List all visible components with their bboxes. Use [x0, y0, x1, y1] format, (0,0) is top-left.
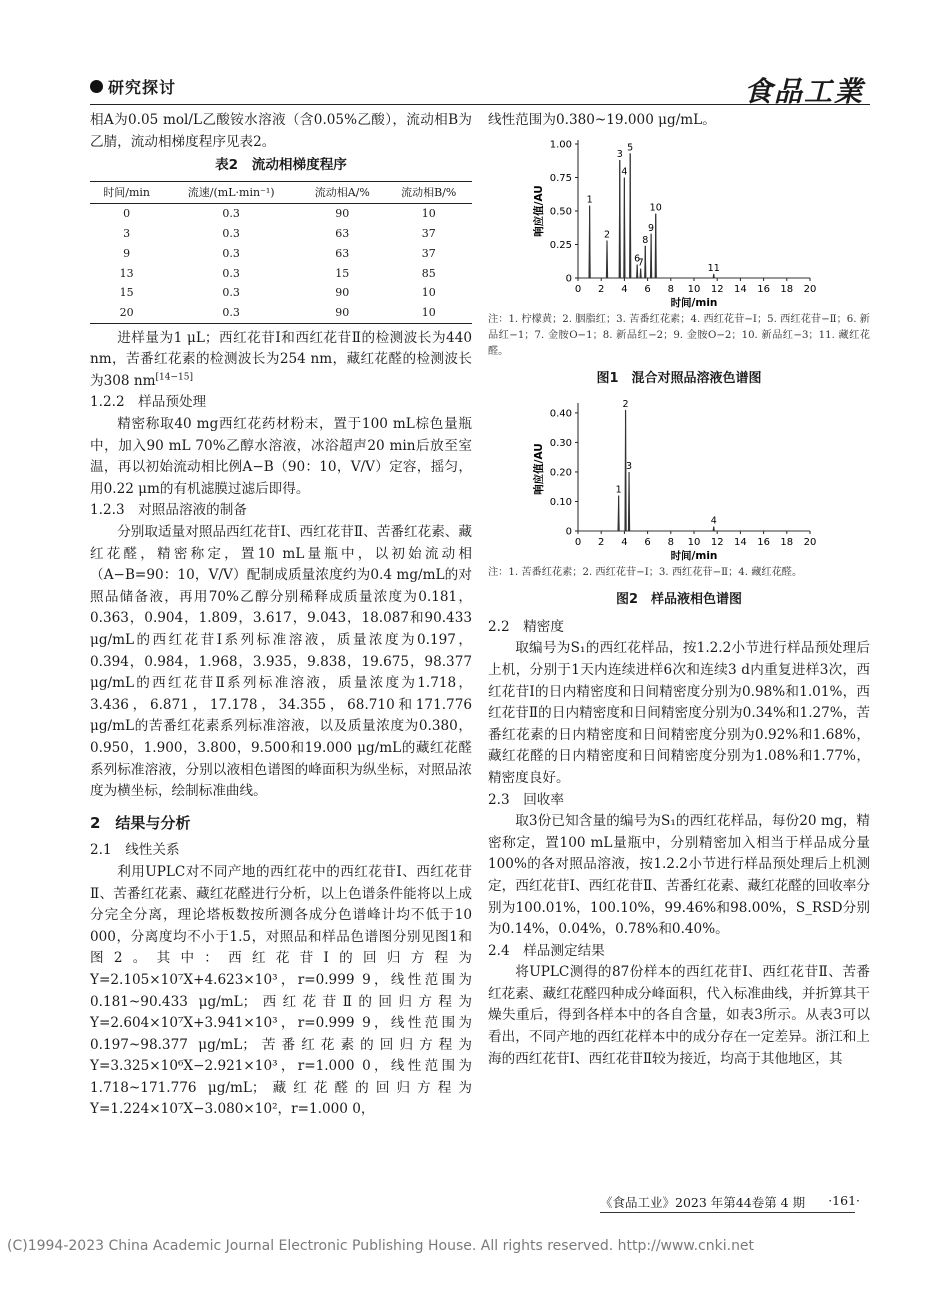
table-row	[90, 303, 472, 323]
peak-label: 7	[637, 257, 644, 269]
right-column	[488, 110, 870, 1070]
table-header-cell: 流动相A/%	[299, 181, 385, 204]
chromatogram-1	[488, 132, 870, 312]
x-tick-label: 16	[757, 283, 770, 295]
table-row	[90, 244, 472, 264]
y-tick-label: 0	[565, 273, 572, 285]
y-tick-label: 0.20	[549, 467, 572, 479]
x-tick-label: 12	[710, 537, 724, 549]
peak-label: 1	[586, 194, 593, 206]
table-cell: 0.3	[222, 246, 240, 260]
x-tick-label: 10	[687, 537, 701, 549]
table-cell: 3	[123, 227, 131, 241]
peak-label: 3	[626, 461, 633, 473]
peak-label: 1	[615, 484, 622, 496]
bullet-icon	[90, 80, 103, 93]
table-cell: 63	[335, 246, 350, 260]
peak-label: 6	[634, 253, 641, 265]
x-tick-label: 10	[687, 283, 701, 295]
x-tick-label: 2	[598, 283, 605, 295]
section-label: 研究探讨	[108, 78, 177, 97]
paragraph: 线性范围为0.380~19.000 μg/mL。	[488, 112, 716, 128]
table-header-cell: 流速/(mL·min⁻¹)	[163, 181, 299, 204]
paragraph: 利用UPLC对不同产地的西红花中的西红花苷Ⅰ、西红花苷Ⅱ、苦番红花素、藏红花醛进行分析，以上色谱条件能将以上成分完全分离，理论塔板数按所测各成分色谱峰计均不低于10 000，分离度均不小于1.5，对照品和样品色谱图分别见图1和图2。其中：西红花苷Ⅰ的回归方程为Y=2.105×10⁷X+4.623×10³，r=0.999 9，线性范围为0.181~90.433 μg/mL；西红花苷Ⅱ的回归方程为Y=2.604×10⁷X+3.941×10³，r=0.999 9，线性范围为0.197~98.377 μg/mL；苦番红花素的回归方程为Y=3.325×10⁶X−2.921×10³，r=1.000 0，线性范围为1.718~171.776 μg/mL；藏红花醛的回归方程为Y=1.224×10⁷X−3.080×10²，r=1.000 0，	[90, 863, 472, 1118]
y-tick-label: 0.75	[549, 172, 572, 184]
journal-logo: 食品工業	[743, 75, 864, 108]
table-cell: 13	[119, 266, 134, 280]
x-tick-label: 8	[667, 537, 674, 549]
table-cell: 10	[421, 207, 436, 221]
subsection-heading: 2.2 精密度	[488, 618, 564, 635]
figure-1	[488, 132, 870, 390]
paragraph: 将UPLC测得的87份样本的西红花苷Ⅰ、西红花苷Ⅱ、苦番红花素、藏红花醛四种成分峰面积，代入标准曲线，并折算其干燥失重后，得到各样本中的各自含量，如表3所示。从表3可以看出，不同产地的西红花样本中的成分存在一定差异。浙江和上海的西红花苷Ⅰ、西红花苷Ⅱ较为接近，均高于其他地区，其	[488, 964, 870, 1067]
peak-label: 11	[707, 262, 720, 274]
peak-label: 4	[621, 166, 628, 178]
table-cell: 0.3	[163, 303, 299, 323]
x-tick-label: 0	[574, 537, 582, 549]
x-tick-label: 20	[803, 537, 817, 549]
table-cell: 15	[119, 286, 134, 300]
y-axis-label: 响应值/AU	[533, 443, 545, 496]
x-tick-label: 2	[598, 537, 605, 549]
subsection-heading: 2.1 线性关系	[90, 842, 180, 859]
page-number: ·161·	[828, 1193, 860, 1208]
chromatogram-trace	[578, 153, 810, 278]
table-cell: 9	[123, 246, 131, 260]
table-cell: 90	[335, 207, 350, 221]
chromatogram-2	[488, 395, 870, 565]
y-tick-label: 0.30	[549, 438, 572, 450]
table-cell: 37	[421, 246, 436, 260]
x-tick-label: 4	[621, 283, 628, 295]
copyright-notice: (C)1994-2023 China Academic Journal Electronic Publishing House. All rights reserved. http://www.cnki.net	[7, 1238, 755, 1254]
paragraph: 分别取适量对照品西红花苷Ⅰ、西红花苷Ⅱ、苦番红花素、藏红花醛，精密称定，置10 mL量瓶中，以初始流动相（A−B=90：10，V/V）配制成质量浓度约为0.4 mg/mL的对照品储备液，再用70%乙醇分别稀释成质量浓度为0.181，0.363，0.904，1.809，3.617，9.043，18.087和90.433 μg/mL的西红花苷Ⅰ系列标准溶液，质量浓度为0.197，0.394，0.984，1.968，3.935，9.838，19.675，98.377 μg/mL的西红花苷Ⅱ系列标准溶液，质量浓度为1.718，3.436，6.871，17.178，34.355，68.710和171.776 μg/mL的苦番红花素系列标准溶液，以及质量浓度为0.380，0.950，1.900，3.800，9.500和19.000 μg/mL的藏红花醛系列标准溶液，分别以液相色谱图的峰面积为纵坐标，对照品浓度为横坐标，绘制标准曲线。	[90, 524, 472, 800]
table-header-cell: 流动相B/%	[385, 181, 472, 204]
peak-label: 9	[648, 222, 655, 234]
table-cell: 10	[385, 303, 472, 323]
table-cell: 10	[421, 286, 436, 300]
y-tick-label: 0.10	[549, 497, 572, 509]
y-tick-label: 0.50	[549, 206, 572, 218]
chromatogram-trace	[578, 410, 810, 531]
figure-caption: 图2 样品液相色谱图	[615, 592, 743, 608]
section-heading: 2 结果与分析	[90, 813, 191, 832]
x-tick-label: 4	[621, 537, 628, 549]
page-header	[90, 72, 870, 106]
y-tick-label: 0.25	[549, 239, 572, 251]
table-cell: 0.3	[222, 227, 240, 241]
figure-note: 注：1. 柠檬黄；2. 胭脂红；3. 苦番红花素；4. 西红花苷−Ⅰ；5. 西红花苷−Ⅱ；6. 新品红−1；7. 金胺O−1；8. 新品红−2；9. 金胺O−2；10. 新品红−3；11. 藏红花醛。	[488, 313, 870, 357]
table-cell: 90	[335, 286, 350, 300]
x-tick-label: 16	[757, 537, 770, 549]
table-row	[90, 204, 472, 224]
subsection-heading: 2.4 样品测定结果	[488, 942, 605, 959]
peak-label: 8	[642, 234, 649, 246]
peak-label: 3	[616, 148, 623, 160]
x-tick-label: 14	[734, 537, 747, 549]
peak-label: 10	[649, 202, 662, 214]
table-cell: 20	[90, 303, 163, 323]
x-tick-label: 18	[780, 283, 794, 295]
subsection-heading: 1.2.2 样品预处理	[90, 394, 207, 411]
table-cell: 0.3	[222, 266, 240, 280]
table-row	[90, 283, 472, 303]
x-tick-label: 20	[803, 283, 817, 295]
table-row	[90, 224, 472, 244]
y-tick-label: 0	[565, 526, 572, 538]
figure-2	[488, 395, 870, 611]
table-row	[90, 264, 472, 284]
figure-caption: 图1 混合对照品溶液色谱图	[596, 370, 762, 386]
paragraph: 取编号为S₁的西红花样品，按1.2.2小节进行样品预处理后上机，分别于1天内连续进样6次和连续3 d内重复进样3次，西红花苷Ⅰ的日内精密度和日间精密度分别为0.98%和1.01%，西红花苷Ⅱ的日内精密度和日间精密度分别为0.34%和1.27%，苦番红花素的日内精密度和日间精密度分别为0.92%和1.68%，藏红花醛的日内精密度和日间精密度分别为1.08%和1.77%，精密度良好。	[488, 640, 870, 786]
peak-label: 2	[603, 229, 611, 241]
x-tick-label: 6	[644, 537, 651, 549]
table-header-cell: 时间/min	[90, 181, 163, 204]
subsection-heading: 1.2.3 对照品溶液的制备	[90, 502, 247, 519]
peak-label: 2	[622, 399, 629, 411]
table-cell: 0	[123, 207, 131, 221]
table-cell: 90	[299, 303, 385, 323]
x-tick-label: 0	[574, 283, 582, 295]
x-tick-label: 12	[710, 283, 724, 295]
table-cell: 63	[335, 227, 350, 241]
paragraph	[90, 328, 472, 393]
reference: [14−15]	[155, 372, 193, 383]
paragraph-text: 进样量为1 μL；西红花苷Ⅰ和西红花苷Ⅱ的检测波长为440 nm，苦番红花素的检测波长为254 nm，藏红花醛的检测波长为308 nm	[90, 329, 472, 389]
paragraph: 相A为0.05 mol/L乙酸铵水溶液（含0.05%乙酸），流动相B为乙腈，流动相梯度程序见表2。	[90, 112, 472, 150]
subsection-heading: 2.3 回收率	[488, 791, 564, 808]
paragraph: 精密称取40 mg西红花药材粉末，置于100 mL棕色量瓶中，加入90 mL 70%乙醇水溶液，冰浴超声20 min后放至室温，再以初始流动相比例A−B（90：10，V/V）定容，摇匀，用0.22 μm的有机滤膜过滤后即得。	[90, 416, 472, 497]
y-axis-label: 响应值/AU	[533, 184, 545, 237]
peak-label: 5	[627, 141, 634, 153]
table-cell: 0.3	[222, 207, 240, 221]
table-cell: 15	[335, 266, 350, 280]
x-tick-label: 18	[780, 537, 794, 549]
table-cell: 0.3	[222, 286, 240, 300]
figure-note: 注：1. 苦番红花素；2. 西红花苷−Ⅰ；3. 西红花苷−Ⅱ；4. 藏红花醛。	[488, 567, 803, 579]
header-rule	[90, 104, 870, 105]
table-title: 表2 流动相梯度程序	[215, 157, 347, 174]
gradient-table	[90, 181, 472, 324]
x-axis-label: 时间/min	[670, 296, 718, 309]
x-tick-label: 6	[644, 283, 651, 295]
x-tick-label: 14	[734, 283, 747, 295]
x-axis-label: 时间/min	[670, 550, 718, 563]
y-tick-label: 0.40	[549, 408, 572, 420]
paragraph: 取3份已知含量的编号为S₁的西红花样品，每份20 mg，精密称定，置100 mL量瓶中，分别精密加入相当于样品成分量100%的各对照品溶液，按1.2.2小节进行样品预处理后上机测定，西红花苷Ⅰ、西红花苷Ⅱ、苦番红花素、藏红花醛的回收率分别为100.01%，100.10%，99.46%和98.00%，S_RSD分别为0.14%，0.04%，0.78%和0.40%。	[488, 813, 870, 938]
left-column	[90, 110, 472, 1121]
table-cell: 85	[421, 266, 436, 280]
peak-label: 4	[710, 515, 717, 527]
table-cell: 37	[421, 227, 436, 241]
x-tick-label: 8	[667, 283, 674, 295]
footer-rule	[600, 1212, 855, 1213]
citation: 《食品工业》2023 年第44卷第 4 期	[600, 1195, 806, 1210]
y-tick-label: 1.00	[549, 139, 572, 151]
